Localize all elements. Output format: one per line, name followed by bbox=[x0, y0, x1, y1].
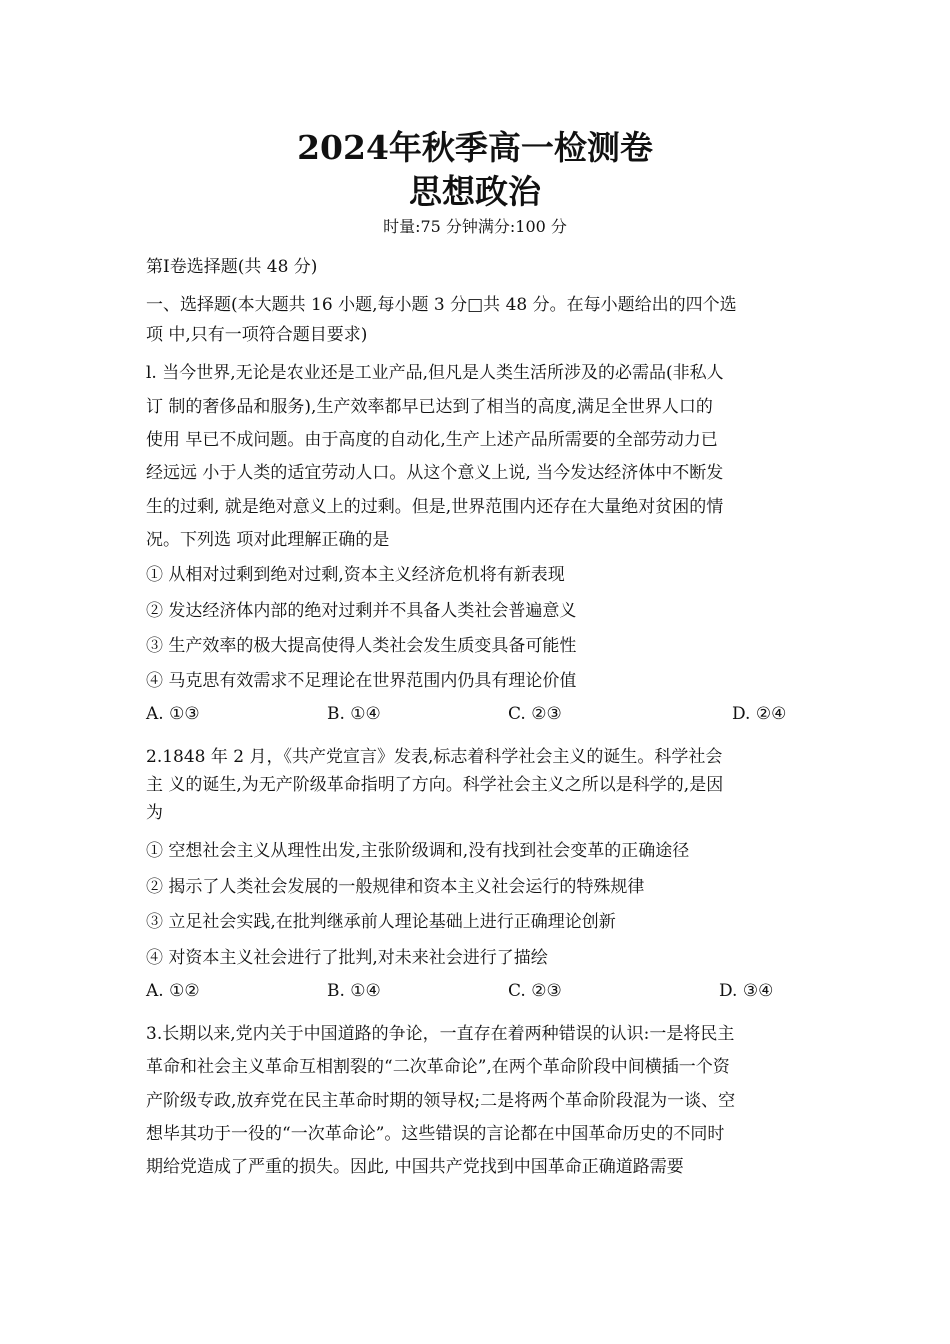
instructions-line: 一、选择题(本大题共 16 小题,每小题 3 分□共 48 分。在每小题给出的四个选 bbox=[146, 295, 737, 315]
q2-stem-line: 2.1848 年 2 月，《共产党宣言》发表,标志着科学社会主义的诞生。科学社会 bbox=[146, 747, 723, 767]
q1-stem-line: 经远远 小于人类的适宜劳动人口。从这个意义上说, 当今发达经济体中不断发 bbox=[146, 463, 724, 483]
q2-stem-line: 主 义的诞生,为无产阶级革命指明了方向。科学社会主义之所以是科学的,是因 bbox=[146, 775, 724, 795]
q3-stem-line: 3.长期以来,党内关于中国道路的争论，一直存在着两种错误的认识:一是将民主 bbox=[146, 1024, 735, 1044]
q1-stem-line: 使用 早已不成问题。由于高度的自动化,生产上述产品所需要的全部劳动力已 bbox=[146, 430, 718, 450]
q1-statement: ① 从相对过剩到绝对过剩,资本主义经济危机将有新表现 bbox=[146, 565, 565, 585]
q3-stem-line: 期给党造成了严重的损失。因此, 中国共产党找到中国革命正确道路需要 bbox=[146, 1157, 684, 1177]
q1-option-c: C. ②③ bbox=[508, 704, 562, 724]
q3-stem-line: 想毕其功于一役的“一次革命论”。这些错误的言论都在中国革命历史的不同时 bbox=[146, 1124, 725, 1144]
q1-stem-line: 生的过剩, 就是绝对意义上的过剩。但是,世界范围内还存在大量绝对贫困的情 bbox=[146, 497, 724, 517]
q2-option-d: D. ③④ bbox=[719, 981, 774, 1001]
q1-stem-line: l. 当今世界,无论是农业还是工业产品,但凡是人类生活所涉及的必需品(非私人 bbox=[146, 363, 724, 383]
q1-stem-line: 订 制的奢侈品和服务),生产效率都早已达到了相当的高度,满足全世界人口的 bbox=[146, 397, 713, 417]
part-heading: 第Ⅰ卷选择题(共 48 分) bbox=[146, 257, 318, 277]
q3-stem-line: 产阶级专政,放弃党在民主革命时期的领导权;二是将两个革命阶段混为一谈、空 bbox=[146, 1091, 736, 1111]
q1-statement: ③ 生产效率的极大提高使得人类社会发生质变具备可能性 bbox=[146, 636, 577, 656]
q2-statement: ② 揭示了人类社会发展的一般规律和资本主义社会运行的特殊规律 bbox=[146, 877, 645, 897]
exam-meta: 时量:75 分钟满分:100 分 bbox=[383, 217, 567, 236]
q1-option-d: D. ②④ bbox=[732, 704, 787, 724]
exam-title: 2024年秋季高一检测卷 bbox=[297, 128, 653, 167]
q1-statement: ② 发达经济体内部的绝对过剩并不具备人类社会普遍意义 bbox=[146, 601, 577, 621]
q1-stem-line: 况。下列选 项对此理解正确的是 bbox=[146, 530, 390, 550]
q2-statement: ① 空想社会主义从理性出发,主张阶级调和,没有找到社会变革的正确途径 bbox=[146, 841, 690, 861]
q2-option-a: A. ①② bbox=[146, 981, 200, 1001]
q2-option-c: C. ②③ bbox=[508, 981, 562, 1001]
q2-statement: ④ 对资本主义社会进行了批判,对未来社会进行了描绘 bbox=[146, 948, 548, 968]
q1-option-a: A. ①③ bbox=[146, 704, 200, 724]
instructions-line: 项 中,只有一项符合题目要求) bbox=[146, 325, 368, 345]
q1-option-b: B. ①④ bbox=[327, 704, 381, 724]
q2-stem-line: 为 bbox=[146, 803, 163, 823]
subject-title: 思想政治 bbox=[409, 172, 541, 211]
q2-statement: ③ 立足社会实践,在批判继承前人理论基础上进行正确理论创新 bbox=[146, 912, 616, 932]
q3-stem-line: 革命和社会主义革命互相割裂的“二次革命论”,在两个革命阶段中间横插一个资 bbox=[146, 1057, 730, 1077]
q1-statement: ④ 马克思有效需求不足理论在世界范围内仍具有理论价值 bbox=[146, 671, 577, 691]
q2-option-b: B. ①④ bbox=[327, 981, 381, 1001]
